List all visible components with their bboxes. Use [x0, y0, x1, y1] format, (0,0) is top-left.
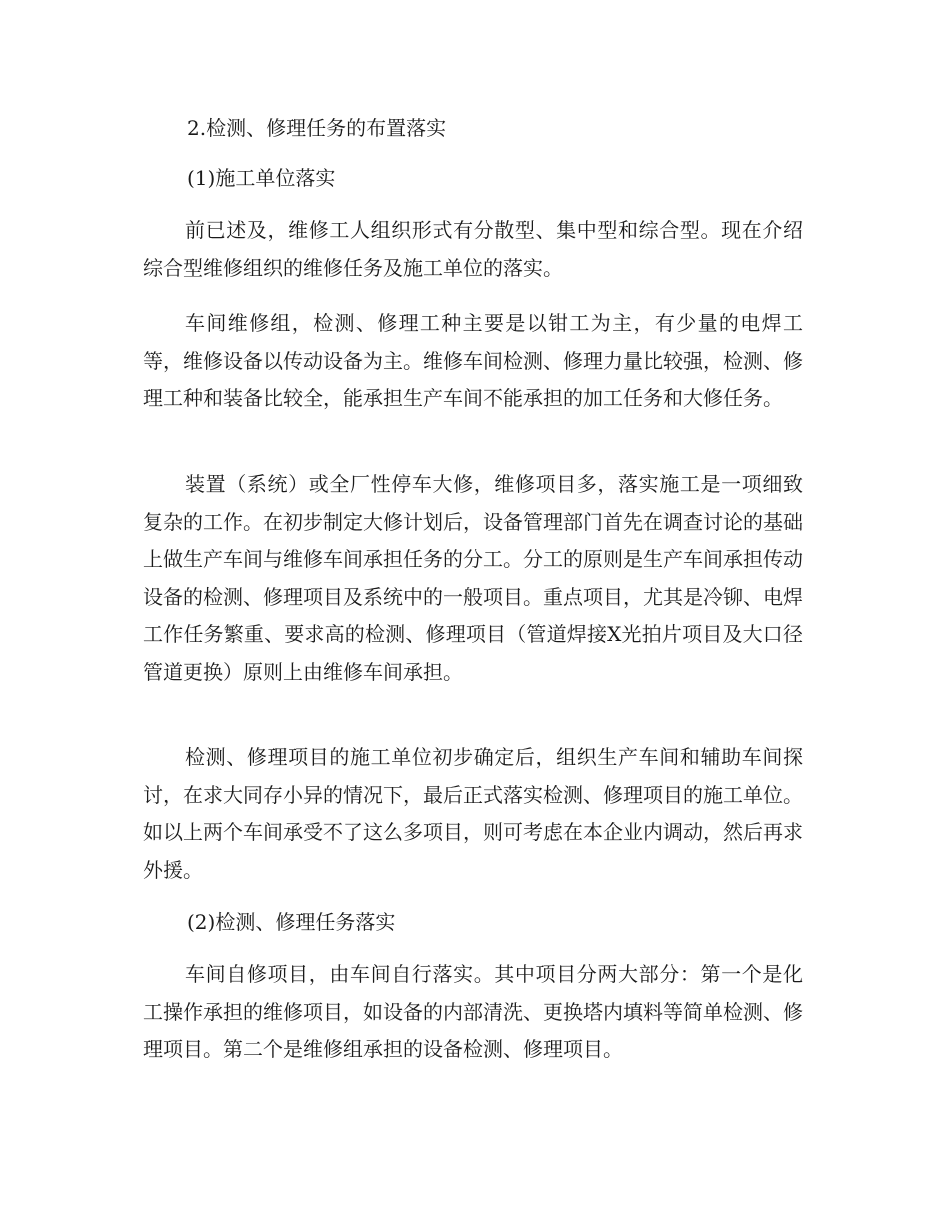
paragraph-unit-confirmation: 检测、修理项目的施工单位初步确定后，组织生产车间和辅助车间探讨，在求大同存小异的情况下，最后正式落实检测、修理项目的施工单位。如以上两个车间承受不了这么多项目，则可考虑在本企业内调动，然后再求外援。: [143, 745, 803, 882]
paragraph-overhaul-division: 装置（系统）或全厂性停车大修，维修项目多，落实施工是一项细致复杂的工作。在初步制定大修计划后，设备管理部门首先在调查讨论的基础上做生产车间与维修车间承担任务的分工。分工的原则是生产车间承担传动设备的检测、修理项目及系统中的一般项目。重点项目，尤其是冷铆、电焊工作任务繁重、要求高的检测、修理项目（管道焊接X光拍片项目及大口径管道更换）原则上由维修车间承担。: [143, 472, 803, 684]
paragraph-self-repair-projects: 车间自修项目，由车间自行落实。其中项目分两大部分：第一个是化工操作承担的维修项目，如设备的内部清洗、更换塔内填料等简单检测、修理项目。第二个是维修组承担的设备检测、修理项目。: [143, 962, 803, 1061]
subsection-heading-task-assignment: (2)检测、修理任务落实: [187, 910, 396, 934]
subsection-heading-construction-unit: (1)施工单位落实: [187, 166, 336, 190]
paragraph-workshop-maintenance: 车间维修组，检测、修理工种主要是以钳工为主，有少量的电焊工等，维修设备以传动设备为主。维修车间检测、修理力量比较强，检测、修理工种和装备比较全，能承担生产车间不能承担的加工任务和大修任务。: [143, 311, 803, 410]
paragraph-organization-intro: 前已述及，维修工人组织形式有分散型、集中型和综合型。现在介绍综合型维修组织的维修任务及施工单位的落实。: [143, 218, 803, 280]
section-heading: 2.检测、修理任务的布置落实: [187, 116, 447, 140]
